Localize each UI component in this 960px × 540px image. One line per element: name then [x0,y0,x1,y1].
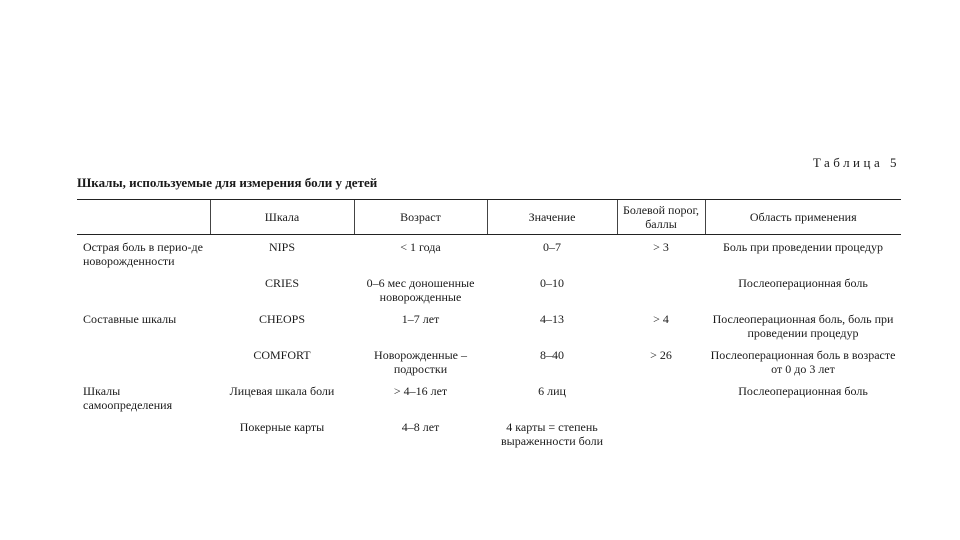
cell-value: 4 карты = степень выраженности боли [500,420,603,448]
cell-value: 4–13 [540,312,564,326]
header-application: Область применения [705,200,901,235]
cell-value: 8–40 [540,348,564,362]
cell-scale: Лицевая шкала боли [229,384,335,398]
cell-threshold [617,376,705,412]
cell-group [77,412,210,448]
table-title: Шкалы, используемые для измерения боли у детей [77,175,378,190]
cell-scale: COMFORT [253,348,311,362]
cell-age: Новорожденные – подростки [374,348,467,376]
cell-age: 0–6 мес доношенные новорожденные [366,276,475,304]
table-header-row [77,200,901,235]
cell-group: Шкалы самоопределения [83,384,173,412]
cell-scale: CHEOPS [258,312,305,326]
cell-group [77,268,210,304]
cell-value: 6 лиц [538,384,566,398]
header-value: Значение [487,200,617,235]
table-row [77,304,901,340]
table-row [77,376,901,412]
cell-threshold [617,412,705,448]
header-group [77,200,210,235]
table-row [77,340,901,376]
cell-application: Послеоперационная боль [738,276,868,290]
table-row [77,412,901,448]
cell-application [705,412,901,448]
table-row [77,235,901,269]
cell-application: Боль при проведении процедур [722,240,884,254]
cell-age: 1–7 лет [401,312,440,326]
cell-value: 0–10 [540,276,564,290]
cell-threshold [617,268,705,304]
cell-age: > 4–16 лет [393,384,448,398]
cell-scale: Покерные карты [239,420,325,434]
cell-group: Острая боль в перио-де новорожденности [83,240,203,268]
cell-application: Послеоперационная боль, боль при проведении процедур [712,312,894,340]
cell-application: Послеоперационная боль в возрасте от 0 до 3 лет [710,348,896,376]
cell-value: 0–7 [543,240,561,254]
cell-threshold: > 3 [653,240,669,254]
cell-age: 4–8 лет [401,420,440,434]
cell-scale: CRIES [264,276,299,290]
table-number: Таблица 5 [812,155,900,170]
cell-scale: NIPS [268,240,295,254]
cell-group [77,340,210,376]
header-threshold: Болевой порог, баллы [617,200,705,235]
cell-application: Послеоперационная боль [738,384,868,398]
header-age: Возраст [354,200,487,235]
cell-threshold: > 26 [650,348,672,362]
cell-group: Составные шкалы [83,312,177,326]
header-scale: Шкала [210,200,354,235]
pain-scales-table [77,199,901,448]
cell-age: < 1 года [400,240,441,254]
cell-threshold: > 4 [653,312,669,326]
table-row [77,268,901,304]
